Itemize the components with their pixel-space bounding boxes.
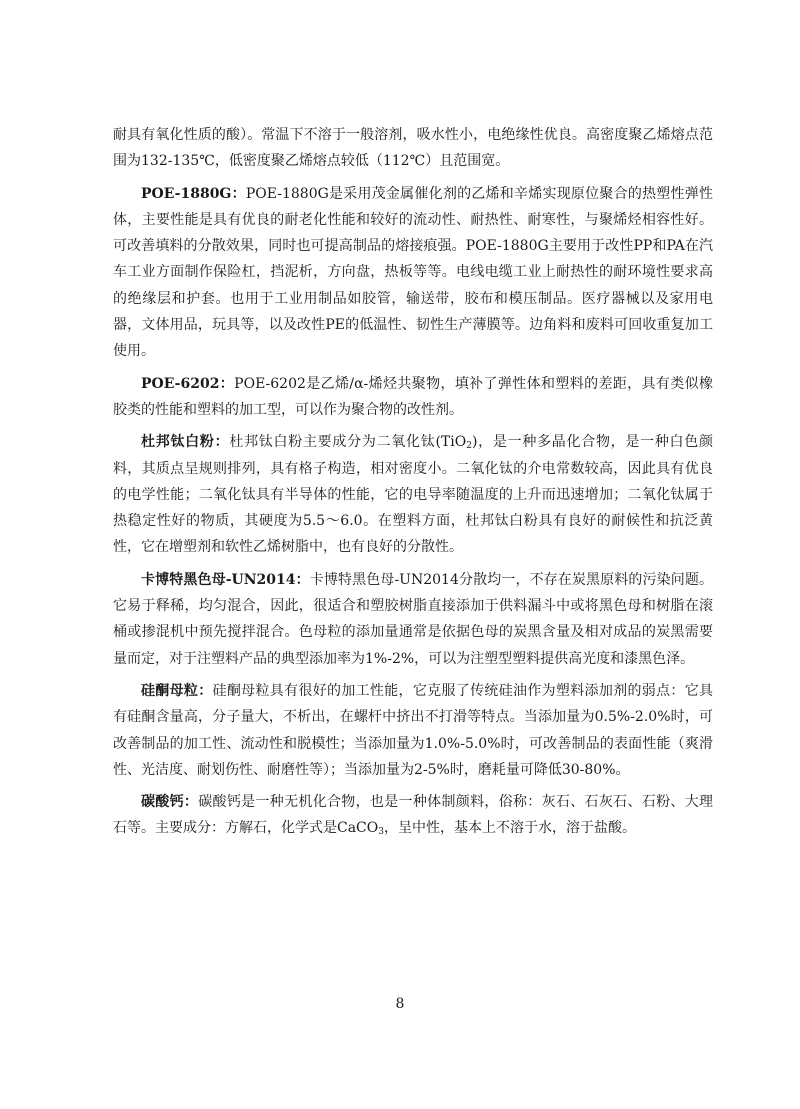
paragraph-text: ，呈中性，基本上不溶于水，溶于盐酸。: [383, 820, 636, 837]
paragraph-hdpe-continuation: [113, 122, 713, 175]
paragraph-text: POE-6202是乙烯/α-烯烃共聚物，填补了弹性体和塑料的差距，具有类似橡胶类的性能和塑料的加工型，可以作为聚合物的改性剂。: [113, 375, 714, 418]
term-heading: 杜邦钛白粉：: [141, 434, 230, 451]
term-heading: 硅酮母粒：: [141, 682, 213, 699]
paragraph-silicone-masterbatch: [113, 678, 713, 783]
paragraph-text: 卡博特黑色母-UN2014分散均一，不存在炭黑原料的污染问题。它易于释稀，均匀混合，因此，很适合和塑胶树脂直接添加于供料漏斗中或将黑色母和树脂在滚桶或掺混机中预先搅拌混合。色母粒的添加量通常是依据色母的炭黑含量及相对成品的炭黑需要量而定，对于注塑料产品的典型添加率为1%-2%，可以为注塑型塑料提供高光度和漆黑色泽。: [113, 571, 713, 667]
paragraph-poe-1880g: [113, 181, 713, 365]
paragraph-text: )，是一种多晶化合物，是一种白色颜料，其质点呈规则排列，具有格子构造，相对密度小。二氧化钛的介电常数较高，因此具有优良的电学性能；二氧化钛具有半导体的性能，它的电导率随温度的上升而迅速增加；二氧化钛属于热稳定性好的物质，其硬度为5.5～6.0。在塑料方面，杜邦钛白粉具有良好的耐候性和抗泛黄性，它在增塑剂和软性乙烯树脂中，也有良好的分散性。: [113, 434, 713, 556]
page-number: 8: [395, 996, 405, 1012]
subscript: 2: [466, 441, 472, 452]
term-heading: 卡博特黑色母-UN2014：: [141, 571, 310, 588]
paragraph-text: 耐具有氧化性质的酸）。常温下不溶于一般溶剂，吸水性小，电绝缘性优良。高密度聚乙烯熔点范围为132-135℃，低密度聚乙烯熔点较低（112℃）且范围宽。: [113, 127, 713, 170]
paragraph-poe-6202: [113, 371, 713, 424]
paragraph-calcium-carbonate: [113, 789, 713, 842]
subscript: 3: [378, 827, 384, 838]
paragraph-text: 碳酸钙是一种无机化合物，也是一种体制颜料，俗称：灰石、石灰石、石粉、大理石等。主要成分：方解石，化学式是CaCO: [113, 794, 714, 837]
paragraph-dupont-titanium: [113, 429, 713, 560]
term-heading: POE-1880G：: [141, 185, 246, 202]
term-heading: 碳酸钙：: [141, 794, 199, 811]
paragraph-text: 硅酮母粒具有很好的加工性能，它克服了传统硅油作为塑料添加剂的弱点：它具有硅酮含量高，分子量大，不析出，在螺杆中挤出不打滑等特点。当添加量为0.5%-2.0%时，可改善制品的加工性、流动性和脱模性；当添加量为1.0%-5.0%时，可改善制品的表面性能（爽滑性、光洁度、耐划伤性、耐磨性等）；当添加量为2-5%时，磨耗量可降低30-80%。: [113, 682, 714, 778]
paragraph-text: 杜邦钛白粉主要成分为二氧化钛(TiO: [229, 434, 467, 451]
paragraph-cabot-black: [113, 567, 713, 672]
body-text: [113, 122, 713, 848]
term-heading: POE-6202：: [141, 375, 235, 392]
paragraph-text: POE-1880G是采用茂金属催化剂的乙烯和辛烯实现原位聚合的热塑性弹性体，主要性能是具有优良的耐老化性能和较好的流动性、耐热性、耐寒性，与聚烯烃相容性好。可改善填料的分散效果，同时也可提高制品的熔接痕强。POE-1880G主要用于改性PP和PA在汽车工业方面制作保险杠，挡泥析，方向盘，热板等等。电线电缆工业上耐热性的耐环境性要求高的绝缘层和护套。也用于工业用制品如胶管，输送带，胶布和模压制品。医疗器械以及家用电器，文体用品，玩具等，以及改性PE的低温性、韧性生产薄膜等。边角料和废料可回收重复加工使用。: [113, 185, 714, 360]
